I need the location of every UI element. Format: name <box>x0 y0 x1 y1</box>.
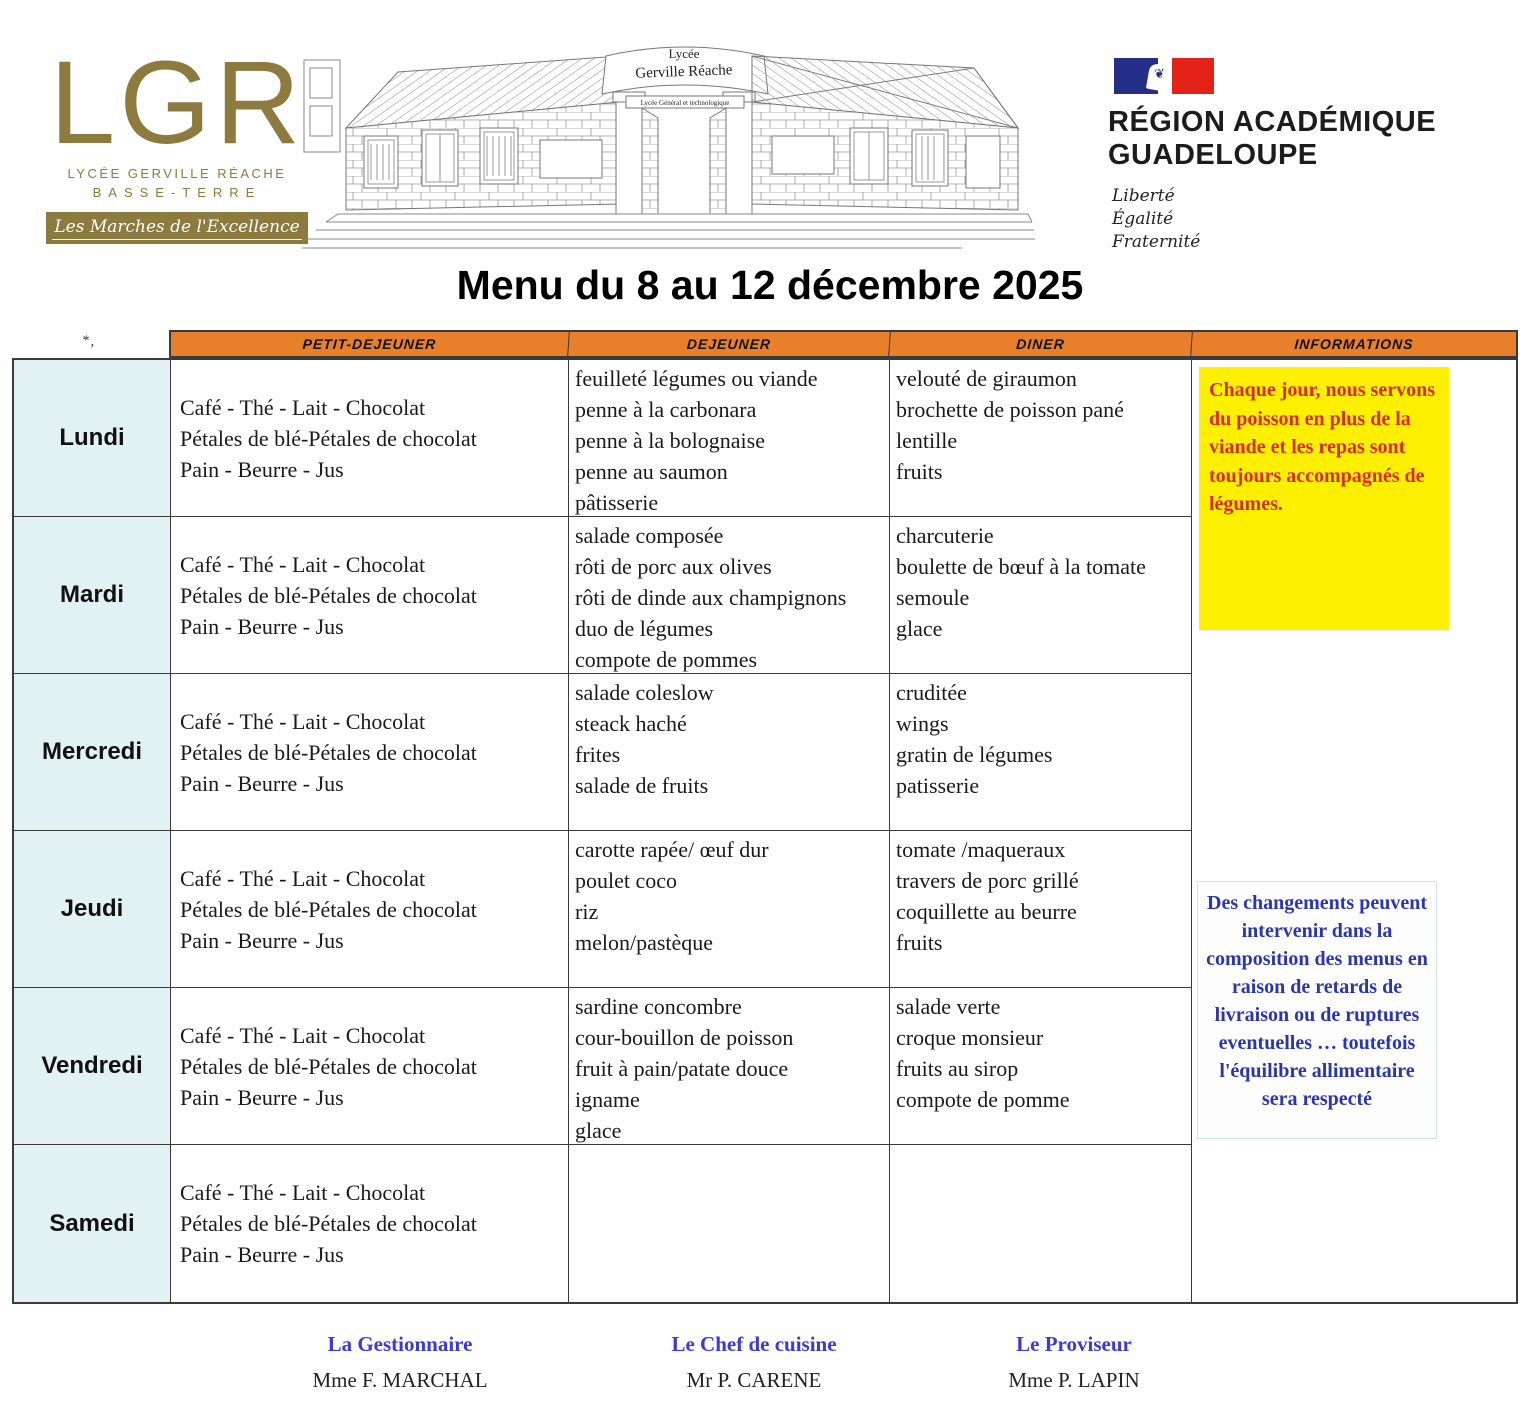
meal-item: cour-bouillon de poisson <box>575 1025 794 1050</box>
meal-item: fruits <box>896 459 943 484</box>
meal-item: compote de pomme <box>896 1087 1070 1112</box>
meal-item: Pétales de blé-Pétales de chocolat <box>180 582 477 608</box>
lgr-motto-banner: Les Marches de l'Excellence <box>46 212 308 244</box>
meal-item: Pain - Beurre - Jus <box>180 1084 344 1110</box>
lgr-logo <box>46 37 308 244</box>
dejeuner-cell <box>569 674 890 831</box>
meal-item: velouté de giraumon <box>896 366 1077 391</box>
petit-dejeuner-cell <box>171 831 569 988</box>
petit-dejeuner-cell <box>171 1145 569 1302</box>
meal-item: fruits <box>896 930 943 955</box>
diner-cell <box>890 517 1192 674</box>
meal-item: melon/pastèque <box>575 930 714 955</box>
academy-name-line1: RÉGION ACADÉMIQUE <box>1108 106 1437 138</box>
signature-name: Mme P. LAPIN <box>1008 1368 1140 1392</box>
dejeuner-cell <box>569 831 890 988</box>
meal-item: tomate /maqueraux <box>896 837 1066 862</box>
meal-item: travers de porc grillé <box>896 868 1079 893</box>
meal-item: Pétales de blé-Pétales de chocolat <box>180 1211 477 1236</box>
meal-item: Pain - Beurre - Jus <box>180 613 344 639</box>
diner-cell <box>890 988 1192 1145</box>
dejeuner-cell <box>569 1145 890 1302</box>
meal-item: frites <box>575 742 621 767</box>
building-sign-subtitle: Lycée Général et technologique <box>640 99 730 107</box>
petit-dejeuner-cell <box>171 674 569 831</box>
region-academique-logo <box>1108 58 1518 254</box>
meal-item: rôti de porc aux olives <box>575 554 772 579</box>
meal-item: Café - Thé - Lait - Chocolat <box>180 394 426 420</box>
meal-item: Café - Thé - Lait - Chocolat <box>180 1180 426 1205</box>
signature-name: Mme F. MARCHAL <box>312 1368 488 1392</box>
meal-item: Café - Thé - Lait - Chocolat <box>180 865 426 891</box>
dejeuner-cell <box>569 360 890 517</box>
signature-role: Le Chef de cuisine <box>671 1332 837 1356</box>
meal-item: Pétales de blé-Pétales de chocolat <box>180 739 477 765</box>
meal-item: glace <box>896 616 943 641</box>
school-building-drawing <box>302 32 1036 258</box>
dejeuner-cell <box>569 988 890 1145</box>
meal-item: Pétales de blé-Pétales de chocolat <box>180 1053 477 1079</box>
building-sign-line1: Lycée <box>668 46 700 61</box>
meal-item: semoule <box>896 585 970 610</box>
meal-item: Pain - Beurre - Jus <box>180 927 344 953</box>
meal-item: glace <box>575 1118 622 1143</box>
info-note-yellow: Chaque jour, nous servons du poisson en plus de la viande et les repas sont toujours accompagnés de légumes. <box>1199 367 1449 630</box>
meal-item: fruits au sirop <box>896 1056 1019 1081</box>
meal-item: brochette de poisson pané <box>896 397 1124 422</box>
meal-item: compote de pommes <box>575 647 758 672</box>
meal-item: salade verte <box>896 994 1001 1019</box>
petit-dejeuner-cell <box>171 517 569 674</box>
diner-cell <box>890 1145 1192 1302</box>
meal-item: Café - Thé - Lait - Chocolat <box>180 551 426 577</box>
lgr-school-name: LYCÉE GERVILLE RÉACHE <box>67 166 287 181</box>
academy-name-line2: GUADELOUPE <box>1108 139 1318 171</box>
republic-motto: Liberté Égalité Fraternité <box>1112 186 1201 252</box>
column-header-dejeuner: DEJEUNER <box>568 332 891 356</box>
column-header-diner: DINER <box>889 332 1193 356</box>
meal-item: sardine concombre <box>575 994 742 1019</box>
table-header-row <box>169 330 1518 358</box>
meal-item: igname <box>575 1087 640 1112</box>
meal-item: poulet coco <box>575 868 678 893</box>
meal-item: Café - Thé - Lait - Chocolat <box>180 708 426 734</box>
meal-item: fruit à pain/patate douce <box>575 1056 789 1081</box>
meal-item: Pain - Beurre - Jus <box>180 1242 344 1267</box>
meal-item: feuilleté légumes ou viande <box>575 366 818 391</box>
meal-item: Pétales de blé-Pétales de chocolat <box>180 896 477 922</box>
day-cell: Mercredi <box>14 674 171 831</box>
meal-item: boulette de bœuf à la tomate <box>896 554 1146 579</box>
meal-item: Pain - Beurre - Jus <box>180 770 344 796</box>
day-cell: Mardi <box>14 517 171 674</box>
meal-item: lentille <box>896 428 958 453</box>
meal-item: rôti de dinde aux champignons <box>575 585 847 610</box>
day-cell: Lundi <box>14 360 171 517</box>
meal-item: penne au saumon <box>575 459 728 484</box>
info-note-blue: Des changements peuvent intervenir dans la composition des menus en raison de retards de livraison ou de ruptures eventuelles … toutefois l'équilibre allimentaire sera respecté <box>1197 881 1437 1139</box>
lgr-city: BASSE-TERRE <box>92 185 262 200</box>
informations-cell <box>1192 360 1516 1302</box>
meal-item: cruditée <box>896 680 967 705</box>
meal-item: penne à la carbonara <box>575 397 757 422</box>
meal-item: Pain - Beurre - Jus <box>180 456 344 482</box>
table-body <box>12 358 1518 1304</box>
meal-item: charcuterie <box>896 523 994 548</box>
meal-item: patisserie <box>896 773 980 798</box>
meal-item: Pétales de blé-Pétales de chocolat <box>180 425 477 451</box>
building-sign-line2: Gerville Réache <box>635 62 733 82</box>
meal-item: salade coleslow <box>575 680 714 705</box>
meal-item: Café - Thé - Lait - Chocolat <box>180 1022 426 1048</box>
meal-item: riz <box>575 899 599 924</box>
meal-item: wings <box>896 711 949 736</box>
meal-item: steack haché <box>575 711 687 736</box>
diner-cell <box>890 674 1192 831</box>
day-cell: Samedi <box>14 1145 171 1302</box>
page-title: Menu du 8 au 12 décembre 2025 <box>456 262 1084 308</box>
meal-item: salade de fruits <box>575 773 709 798</box>
signature-gestionnaire <box>312 1332 487 1393</box>
meal-item: duo de légumes <box>575 616 714 641</box>
meal-item: carotte rapée/ œuf dur <box>575 837 769 862</box>
column-header-informations: INFORMATIONS <box>1293 336 1415 352</box>
meal-item: coquillette au beurre <box>896 899 1077 924</box>
diner-cell <box>890 360 1192 517</box>
column-header-petit-dejeuner: PETIT-DEJEUNER <box>170 332 570 356</box>
day-cell: Jeudi <box>14 831 171 988</box>
signature-proviseur <box>1008 1332 1139 1393</box>
signature-role: Le Proviseur <box>1016 1332 1132 1356</box>
lgr-acronym: LGR <box>49 37 305 169</box>
dejeuner-cell <box>569 517 890 674</box>
corner-mark: *, <box>81 333 98 350</box>
meal-item: gratin de légumes <box>896 742 1053 767</box>
petit-dejeuner-cell <box>171 360 569 517</box>
french-flag-icon <box>1114 58 1518 94</box>
diner-cell <box>890 831 1192 988</box>
day-cell: Vendredi <box>14 988 171 1145</box>
signature-chef <box>671 1332 836 1393</box>
meal-item: pâtisserie <box>575 490 659 515</box>
meal-item: croque monsieur <box>896 1025 1044 1050</box>
petit-dejeuner-cell <box>171 988 569 1145</box>
meal-item: salade composée <box>575 523 724 548</box>
meal-item: penne à la bolognaise <box>575 428 765 453</box>
signature-role: La Gestionnaire <box>327 1332 473 1356</box>
signature-name: Mr P. CARENE <box>686 1368 822 1392</box>
